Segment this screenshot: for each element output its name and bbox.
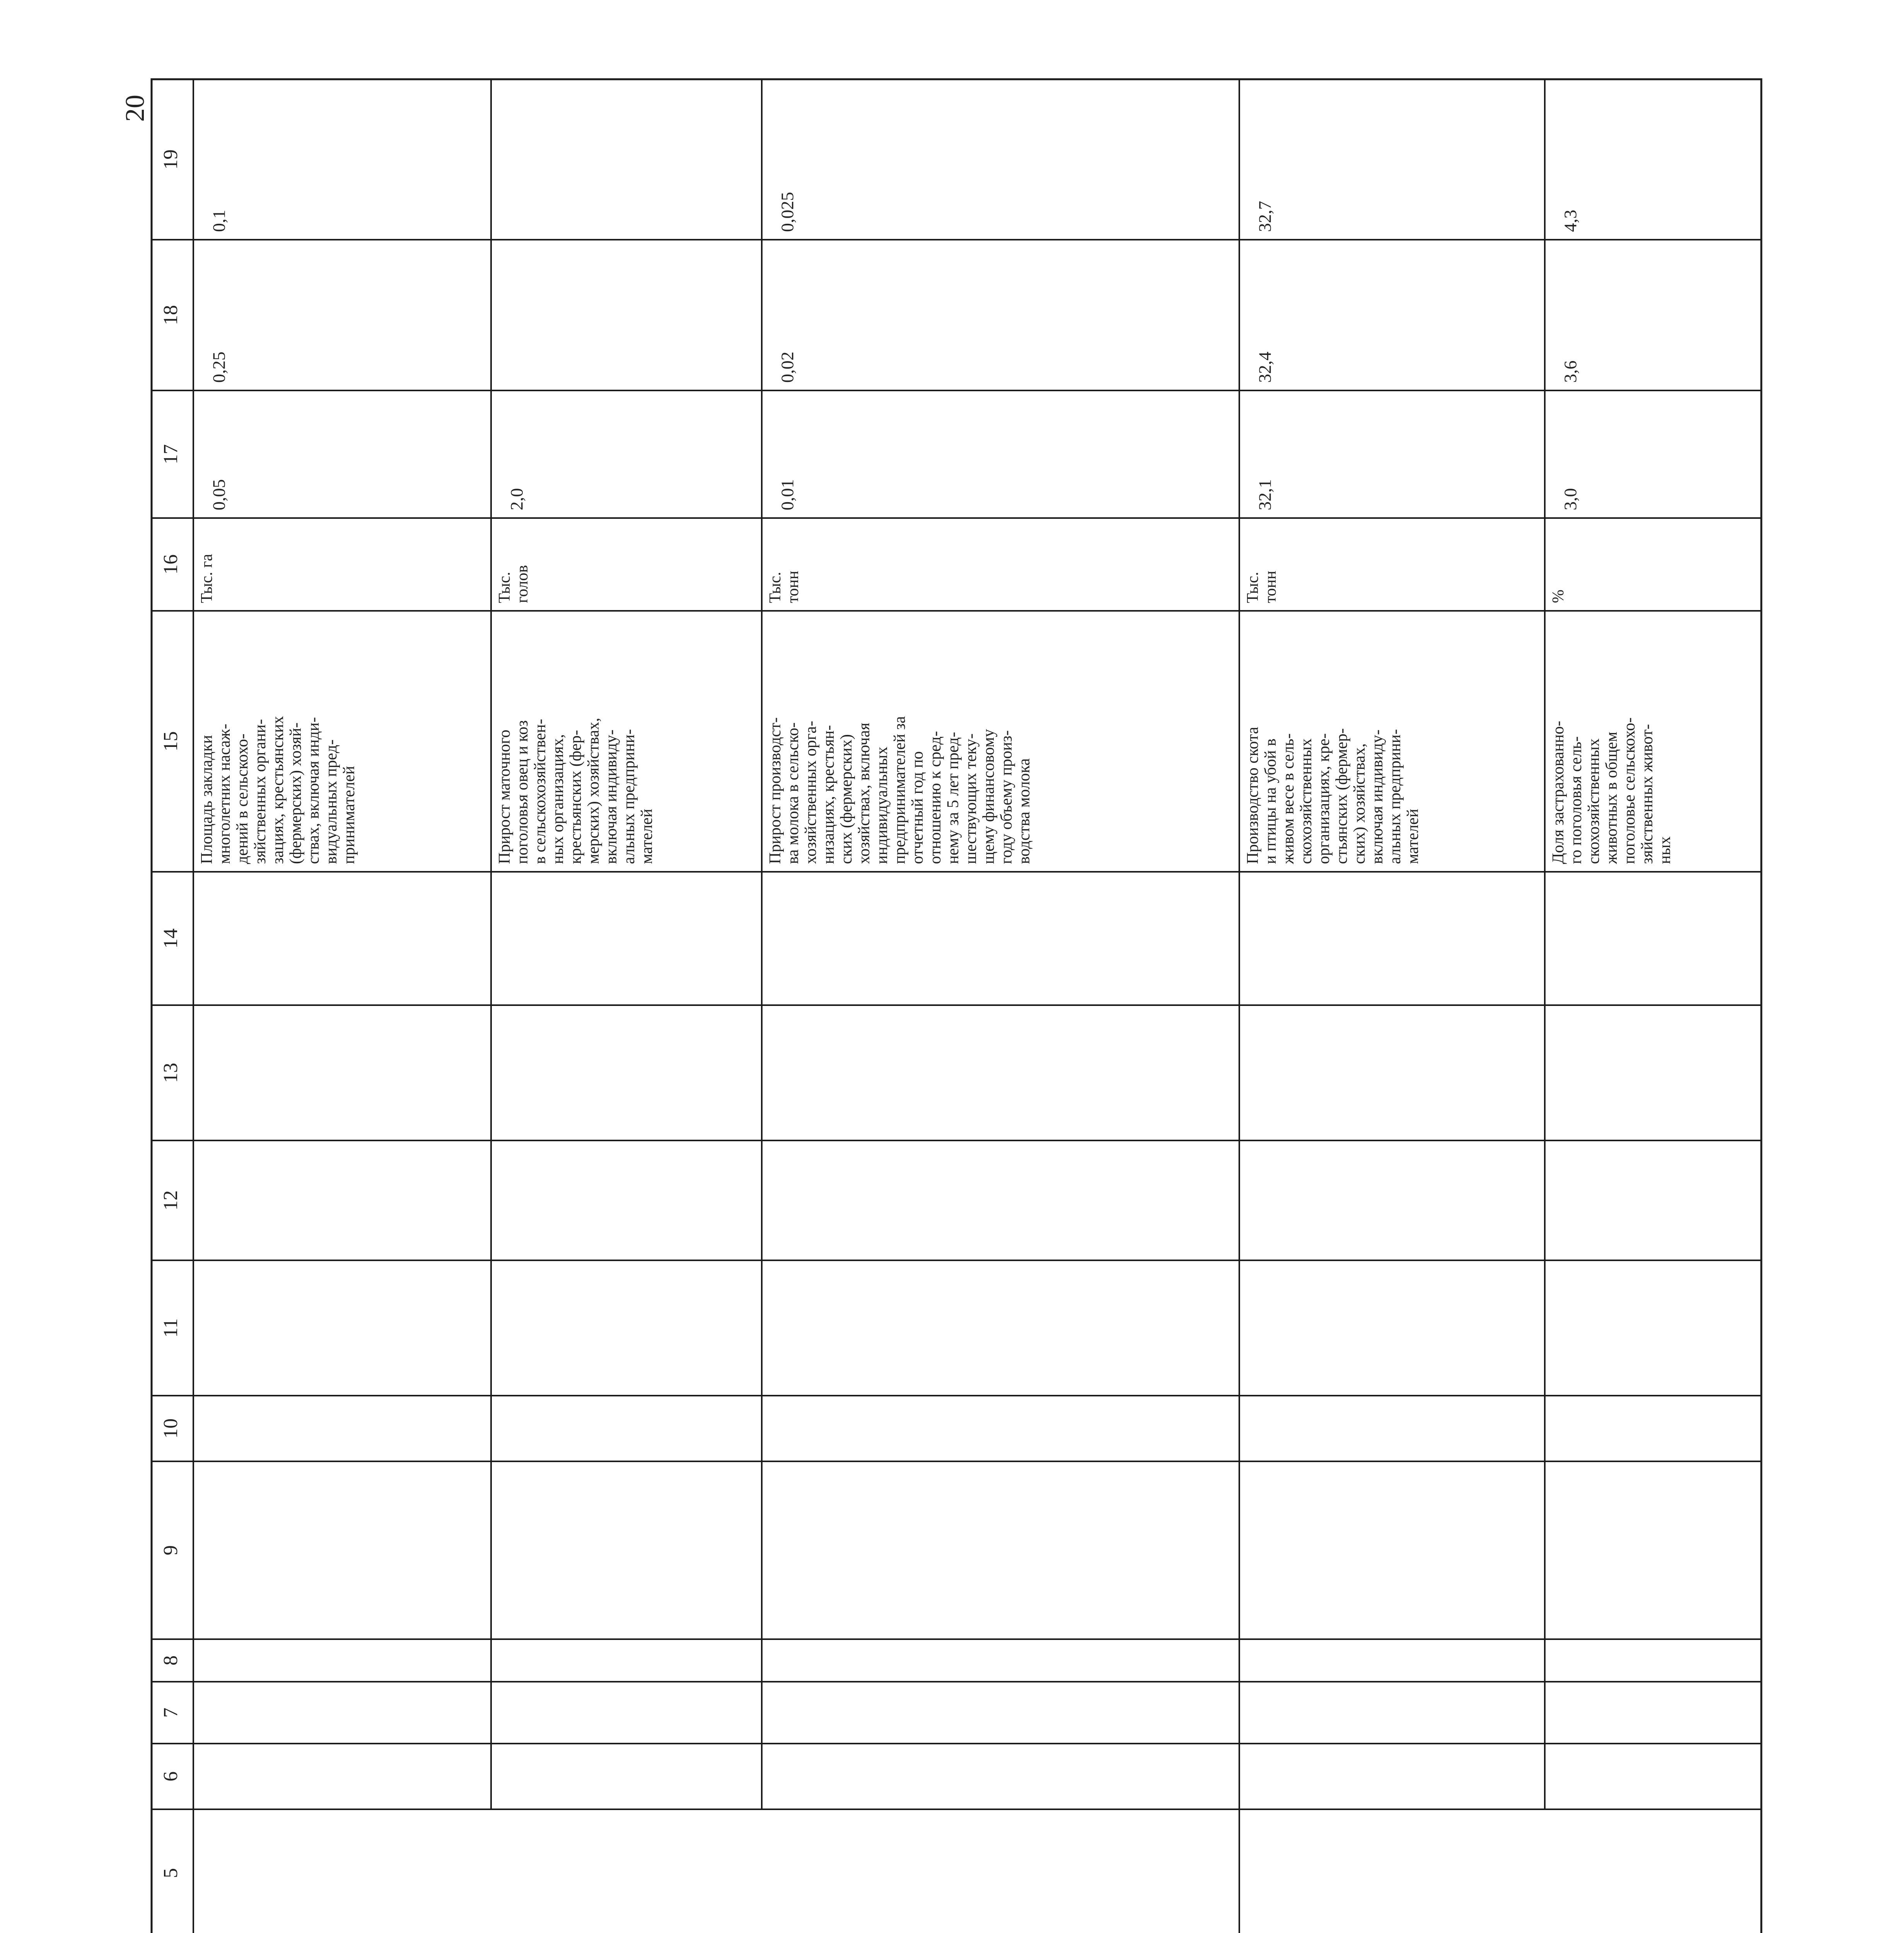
value-cell-18-line: 3,6 — [1560, 360, 1580, 383]
column-number: 5 — [159, 1868, 182, 1878]
indicator-cell — [1549, 718, 1674, 864]
unit-cell-line: Тыс. га — [198, 554, 216, 603]
value-cell-18 — [1560, 361, 1580, 383]
unit-cell — [198, 554, 216, 603]
value-cell-17 — [777, 479, 797, 511]
unit-cell — [766, 571, 802, 603]
value-cell-18 — [209, 352, 229, 383]
value-cell-17 — [209, 479, 229, 511]
indicator-cell-line: зяйственных живот- — [1638, 724, 1656, 864]
value-cell-19 — [777, 192, 797, 232]
column-number: 10 — [159, 1418, 182, 1439]
indicator-cell-line: мателей — [1404, 809, 1422, 864]
value-cell-17-line: 32,1 — [1255, 479, 1275, 510]
indicator-cell-line: альных предприни- — [620, 729, 638, 864]
indicator-cell-line: нему за 5 лет пред- — [944, 732, 962, 864]
unit-cell-line: % — [1549, 590, 1567, 603]
indicator-cell — [1244, 727, 1422, 864]
indicator-cell-line: низациях, крестьян- — [819, 725, 838, 864]
indicator-cell-line: ских (фермерских) — [837, 734, 855, 864]
column-number: 14 — [159, 928, 182, 949]
indicator-cell-line: зациях, крестьянских — [269, 716, 287, 864]
indicator-cell-line: ва молока в сельско- — [784, 722, 802, 864]
indicator-cell-line: ствах, включая инди- — [304, 717, 322, 864]
value-cell-17-line: 3,0 — [1560, 488, 1580, 510]
value-cell-19 — [1255, 201, 1274, 232]
value-cell-17 — [1560, 488, 1580, 511]
value-cell-17-line: 0,05 — [209, 479, 229, 510]
value-cell-18-line: 0,25 — [209, 351, 229, 383]
column-number: 19 — [159, 149, 182, 170]
indicator-cell — [766, 716, 1033, 864]
unit-cell-line: Тыс. — [495, 572, 514, 603]
column-number: 7 — [159, 1708, 182, 1718]
unit-cell — [1549, 590, 1567, 603]
indicator-cell-line: видуальных пред- — [322, 739, 340, 864]
value-cell-19-line: 0,025 — [777, 192, 797, 232]
indicator-cell-line: дений в сельскохо- — [233, 733, 251, 864]
indicator-cell-line: альных предприни- — [1386, 729, 1404, 864]
indicator-cell-line: отчетный год по — [908, 751, 926, 864]
indicator-cell-line: и птицы на убой в — [1261, 738, 1280, 864]
indicator-cell-line: поголовья овец и коз — [513, 720, 531, 864]
indicator-cell-line: предпринимателей за — [891, 716, 909, 864]
table-row — [496, 488, 656, 864]
value-cell-19 — [1560, 210, 1580, 232]
value-cell-17-line: 0,01 — [777, 479, 797, 510]
value-cell-18 — [1255, 352, 1274, 383]
indicator-cell-line: Площадь закладки — [198, 735, 216, 864]
column-number: 6 — [159, 1771, 182, 1781]
indicator-cell-line: ных организациях, — [549, 734, 567, 864]
indicator-cell-line: мателей — [638, 809, 656, 864]
column-number: 11 — [159, 1318, 182, 1338]
column-number: 16 — [159, 554, 182, 574]
value-cell-19-line: 4,3 — [1560, 210, 1580, 232]
value-cell-19-line: 32,7 — [1255, 201, 1275, 232]
indicator-cell-line: стьянских (фермер- — [1332, 728, 1351, 864]
indicator-cell — [198, 716, 358, 864]
indicator-cell-line: организациях, кре- — [1315, 733, 1333, 864]
indicator-cell-line: многолетних насаж- — [215, 723, 234, 864]
indicator-cell-line: скохозяйственных — [1297, 738, 1315, 864]
page-number: 20 — [120, 95, 150, 122]
indicator-cell-line: включая индивиду- — [602, 729, 620, 864]
value-cell-17 — [1255, 479, 1274, 511]
table-row — [766, 192, 1033, 864]
indicator-cell-line: (фермерских) хозяй- — [287, 722, 305, 864]
indicator-cell-line: индивидуальных — [873, 747, 891, 864]
column-number: 9 — [159, 1545, 182, 1555]
indicator-cell-line: скохозяйственных — [1585, 738, 1603, 864]
table-grid — [152, 79, 1761, 1933]
indicator-cell-line: шествующих теку- — [962, 733, 980, 864]
indicator-cell-line: живом весе в сель- — [1279, 733, 1297, 864]
column-number: 15 — [159, 731, 182, 752]
table-row — [1549, 210, 1674, 865]
indicator-cell-line: го поголовья сель- — [1567, 736, 1585, 864]
unit-cell-line: Тыс. — [766, 572, 784, 603]
unit-cell-line: голов — [513, 565, 531, 603]
indicator-cell-line: году объему произ- — [997, 730, 1015, 864]
indicator-cell-line: крестьянских (фер- — [566, 730, 585, 864]
indicator-cell-line: поголовье сельскохо- — [1620, 717, 1638, 864]
indicator-cell-line: отношению к сред- — [926, 731, 944, 864]
column-number: 17 — [159, 444, 182, 464]
indicator-cell — [496, 718, 656, 864]
column-number: 12 — [159, 1190, 182, 1210]
column-number: 18 — [159, 305, 182, 325]
column-number: 13 — [159, 1063, 182, 1083]
unit-cell-line: Тыс. — [1244, 572, 1262, 603]
indicator-cell-line: щему финансовому — [979, 729, 998, 864]
indicator-cell-line: Прирост маточного — [495, 730, 514, 864]
table-row — [1244, 201, 1422, 865]
indicator-cell-line: Производство скота — [1244, 726, 1262, 864]
value-cell-17 — [507, 488, 526, 511]
indicator-cell-line: Доля застрахованно- — [1549, 721, 1567, 864]
value-cell-18-line: 0,02 — [777, 351, 797, 383]
value-cell-18-line: 32,4 — [1255, 351, 1275, 383]
indicator-cell-line: принимателей — [340, 766, 358, 864]
value-cell-19 — [209, 210, 229, 232]
indicator-cell-line: хозяйственных орга- — [802, 721, 820, 864]
value-cell-19-line: 0,1 — [209, 210, 229, 232]
value-cell-18 — [777, 352, 797, 383]
indicator-cell-line: в сельскохозяйствен- — [531, 719, 549, 864]
unit-cell-line: тонн — [784, 571, 802, 603]
indicator-cell-line: животных в общем — [1602, 731, 1621, 864]
indicator-cell-line: мерских) хозяйствах, — [584, 718, 602, 864]
indicator-cell-line: хозяйствах, включая — [855, 723, 873, 864]
indicator-cell-line: ных — [1656, 836, 1674, 864]
unit-cell-line: тонн — [1261, 571, 1280, 603]
indicator-cell-line: Прирост производст- — [766, 717, 784, 864]
column-number: 8 — [159, 1655, 182, 1665]
table-row — [198, 210, 358, 864]
table-rows — [198, 192, 1674, 865]
column-number-row — [160, 150, 182, 1933]
indicator-cell-line: ских) хозяйствах, — [1350, 743, 1368, 864]
unit-cell — [496, 565, 531, 603]
table-border — [152, 79, 1761, 1933]
indicator-cell-line: зяйственных органи- — [251, 719, 269, 864]
unit-cell — [1244, 571, 1280, 603]
indicator-cell-line: водства молока — [1015, 758, 1033, 864]
indicator-cell-line: включая индивиду- — [1368, 729, 1386, 864]
value-cell-17-line: 2,0 — [507, 488, 527, 510]
